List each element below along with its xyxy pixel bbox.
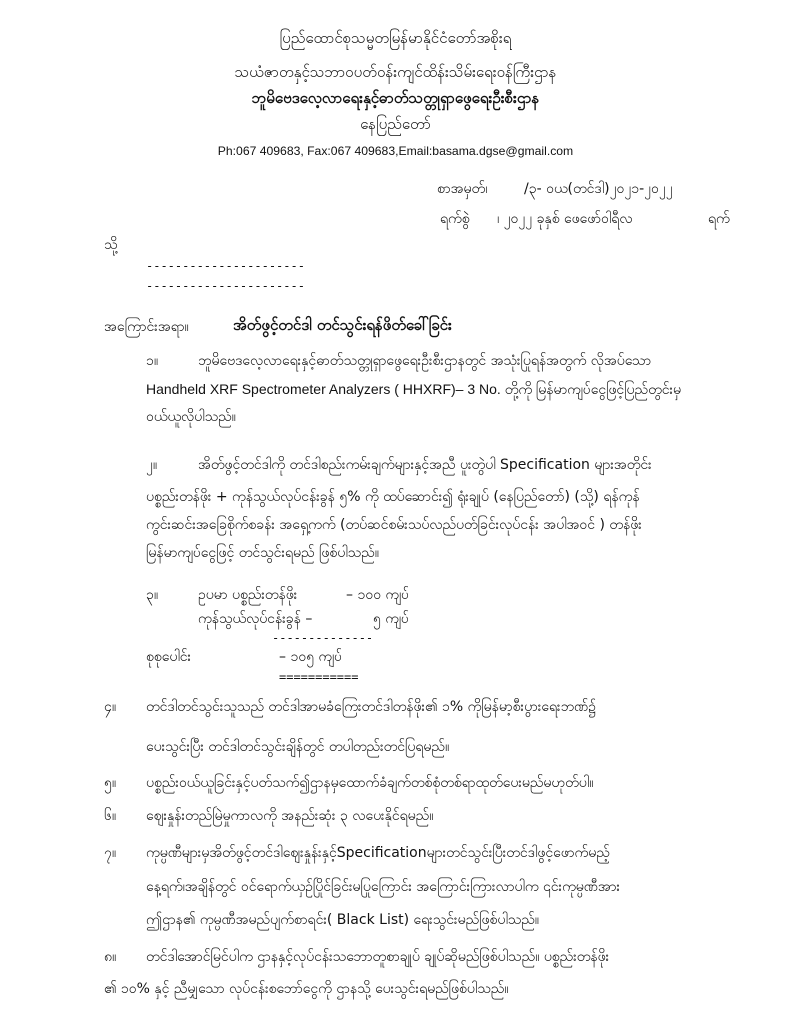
reference-label: စာအမှတ်၊ bbox=[437, 181, 488, 197]
date-value: ၊ ၂၀၂၂ ခုနှစ် ဖေဖော်ဝါရီလ bbox=[497, 211, 633, 227]
sum-separator: -------------- bbox=[272, 631, 374, 645]
para-8-line-1: တင်ဒါအောင်မြင်ပါက ဌာနနှင့်လုပ်ငန်းသဘောတူစာချုပ် ချုပ်ဆိုမည်ဖြစ်ပါသည်။ ပစ္စည်းတန်ဖိုး bbox=[146, 949, 610, 965]
total-label: စုစုပေါင်း bbox=[146, 649, 192, 665]
para-2-line-2: ပစ္စည်းတန်ဖိုး + ကုန်သွယ်လုပ်ငန်းခွန် ၅% ကို ထပ်ဆောင်း၍ ရုံးချုပ် (နေပြည်တော်) (သို့) ရန်ကုန် bbox=[146, 489, 640, 505]
para-8-number: ၈။ bbox=[104, 949, 117, 965]
letterhead-ministry: သယံဇာတနှင့်သဘာဝပတ်ဝန်းကျင်ထိန်းသိမ်းရေးဝန်ကြီးဌာန bbox=[234, 63, 557, 81]
para-4-number: ၄။ bbox=[104, 699, 117, 715]
para-3-number: ၃။ bbox=[146, 587, 159, 603]
para-1-number: ၁။ bbox=[146, 353, 159, 369]
para-1-line-2: Handheld XRF Spectrometer Analyzers ( HHXRF)– 3 No. တို့ကို မြန်မာကျပ်ငွေဖြင့်ပြည်တွင်းမှ bbox=[146, 381, 682, 397]
para-7-line-3: ဤဌာန၏ ကုမ္ပဏီအမည်ပျက်စာရင်း( Black List) ရေးသွင်းမည်ဖြစ်ပါသည်။ bbox=[146, 912, 540, 928]
commercial-tax-label: ကုန်သွယ်လုပ်ငန်းခွန် – bbox=[198, 611, 313, 627]
total-amount: – ၁၀၅ ကျပ် bbox=[279, 649, 342, 665]
para-2-number: ၂။ bbox=[146, 457, 158, 473]
para-2-line-1: အိတ်ဖွင့်တင်ဒါကို တင်ဒါစည်းကမ်းချက်များနှင့်အညီ ပူးတွဲပါ Specification များအတိုင်း bbox=[198, 457, 652, 473]
recipient-line-1: ---------------------- bbox=[146, 259, 305, 273]
recipient-to: သို့ bbox=[104, 237, 118, 253]
para-2-line-3: ကွင်းဆင်းအခြေစိုက်စခန်း အရှေ့ကက် (တပ်ဆင်စမ်းသပ်လည်ပတ်ခြင်းလုပ်ငန်း အပါအဝင် ) တန်ဖိုး bbox=[146, 517, 642, 533]
para-1-line-3: ဝယ်ယူလိုပါသည်။ bbox=[146, 409, 236, 425]
total-double-rule: =========== bbox=[279, 670, 359, 684]
letterhead-city: နေပြည်တော် bbox=[360, 115, 431, 133]
letterhead-government: ပြည်ထောင်စုသမ္မတမြန်မာနိုင်ငံတော်အစိုးရ bbox=[279, 29, 512, 47]
example-value-amount: – ၁၀၀ ကျပ် bbox=[346, 587, 409, 603]
subject-text: အိတ်ဖွင့်တင်ဒါ တင်သွင်းရန်ဖိတ်ခေါ်ခြင်း bbox=[233, 316, 452, 334]
para-4-line-2: ပေးသွင်းပြီး တင်ဒါတင်သွင်းချိန်တွင် တပါတည်းတင်ပြရမည်။ bbox=[146, 739, 450, 755]
para-7-line-1: ကုမ္ပဏီများမှအိတ်ဖွင့်တင်ဒါဈေးနှုန်းနှင့်Specificationများတင်သွင်းပြီးတင်ဒါဖွင့်ဖောက်မည့် bbox=[146, 845, 610, 861]
para-2-line-4: မြန်မာကျပ်ငွေဖြင့် တင်သွင်းရမည် ဖြစ်ပါသည်။ bbox=[146, 545, 379, 561]
recipient-line-2: ---------------------- bbox=[146, 279, 305, 293]
date-label: ရက်စွဲ bbox=[440, 211, 470, 227]
para-5-number: ၅။ bbox=[104, 775, 117, 791]
commercial-tax-amount: ၅ ကျပ် bbox=[373, 611, 409, 627]
para-4-line-1: တင်ဒါတင်သွင်းသူသည် တင်ဒါအာမခံကြေးတင်ဒါတန်ဖိုး၏ ၁% ကိုမြန်မာ့စီးပွားရေးဘဏ်၌ bbox=[146, 699, 596, 715]
subject-label: အကြောင်းအရာ။ bbox=[104, 319, 189, 335]
para-8-line-2: ၏ ၁၀% နှင့် ညီမျှသော လုပ်ငန်းစဘော်ငွေကို ဌာနသို့ ပေးသွင်းရမည်ဖြစ်ပါသည်။ bbox=[104, 981, 509, 997]
example-value-label: ဥပမာ ပစ္စည်းတန်ဖိုး bbox=[198, 587, 298, 603]
para-1-line-1: ဘူမိဗေဒလေ့လာရေးနှင့်ဓာတ်သတ္တုရှာဖွေရေးဦးစီးဌာနတွင် အသုံးပြုရန်အတွက် လိုအပ်သော bbox=[198, 353, 652, 369]
date-suffix: ရက် bbox=[708, 211, 730, 227]
para-6-line-1: ဈေးနှုန်းတည်မြဲမှုကာလကို အနည်းဆုံး ၃ လပေးနိုင်ရမည်။ bbox=[146, 808, 434, 824]
para-5-line-1: ပစ္စည်းဝယ်ယူခြင်းနှင့်ပတ်သက်၍ဌာနမှထောက်ခံချက်တစ်စုံတစ်ရာထုတ်ပေးမည်မဟုတ်ပါ။ bbox=[146, 775, 594, 791]
para-7-number: ၇။ bbox=[104, 845, 117, 861]
letterhead-contact: Ph:067 409683, Fax:067 409683,Email:basama.dgse@gmail.com bbox=[217, 144, 574, 158]
letterhead-department: ဘူမိဗေဒလေ့လာရေးနှင့်ဓာတ်သတ္တုရှာဖွေရေးဦးစီးဌာန bbox=[251, 89, 540, 107]
para-6-number: ၆။ bbox=[104, 808, 117, 824]
reference-number: /၃- ဝယ(တင်ဒါ)၂၀၂၁-၂၀၂၂ bbox=[524, 181, 673, 197]
para-7-line-2: နေ့ရက်၊အချိန်တွင် ဝင်ရောက်ယှဉ်ပြိုင်ခြင်းမပြုကြောင်း အကြောင်းကြားလာပါက ၎င်းကုမ္ပဏီအား bbox=[146, 879, 621, 895]
